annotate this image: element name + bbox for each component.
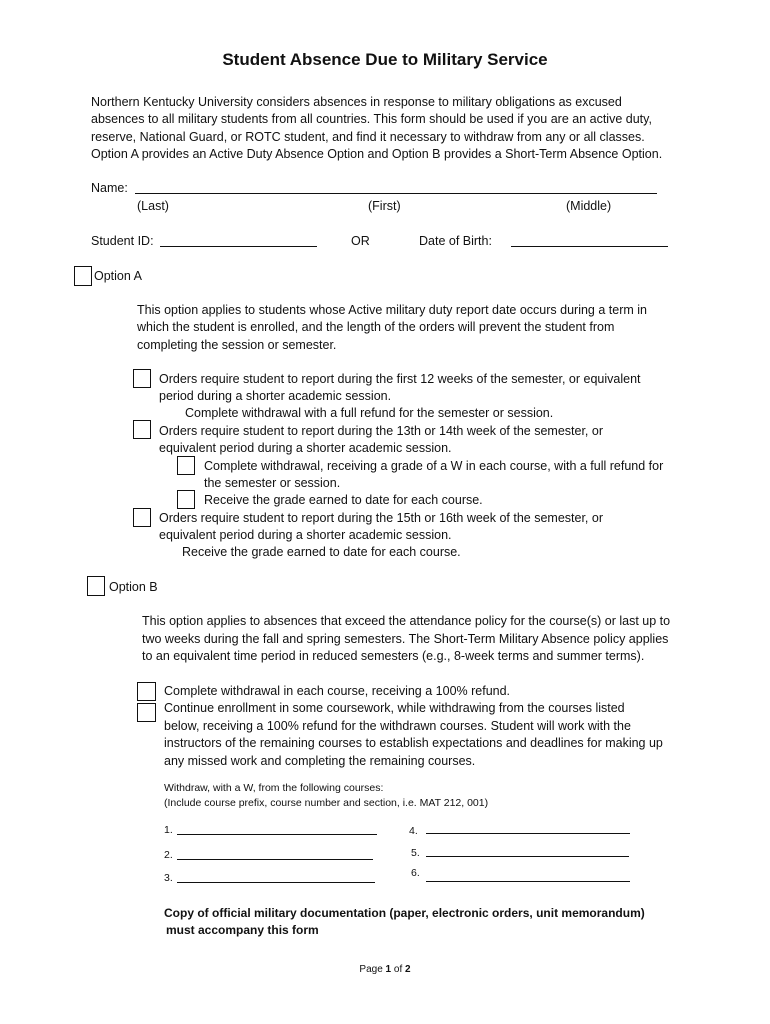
option-a-choice-2-sub-2-label: Receive the grade earned to date for each course. bbox=[204, 493, 483, 507]
option-b-desc-line-2: two weeks during the fall and spring semesters. The Short-Term Military Absence policy applies bbox=[142, 632, 669, 646]
option-a-choice-2-sub-1-checkbox[interactable] bbox=[177, 456, 195, 475]
option-a-choice-3-checkbox[interactable] bbox=[133, 508, 151, 527]
option-a-choice-3-result: Receive the grade earned to date for each course. bbox=[182, 545, 461, 559]
course-2-label: 2. bbox=[164, 849, 173, 861]
intro-line-1: Northern Kentucky University considers absences in response to military obligations as excused bbox=[91, 95, 622, 109]
documentation-note-line-2: must accompany this form bbox=[166, 923, 319, 937]
name-first-caption: (First) bbox=[368, 199, 401, 213]
option-a-choice-2-sub-1-line-1: Complete withdrawal, receiving a grade of a W in each course, with a full refund for bbox=[204, 459, 664, 473]
page-prefix: Page bbox=[359, 964, 386, 975]
page-number bbox=[0, 964, 770, 975]
name-last-caption: (Last) bbox=[137, 199, 169, 213]
intro-line-2: absences to all military students from all countries. This form should be used if you are an active duty, bbox=[91, 112, 652, 126]
option-a-choice-3-line-1: Orders require student to report during the 15th or 16th week of the semester, or bbox=[159, 511, 603, 525]
course-6-label: 6. bbox=[411, 867, 420, 879]
option-b-desc-line-3: to an equivalent time period in reduced semesters (e.g., 8-week terms and summer terms). bbox=[142, 649, 645, 663]
course-4-label: 4. bbox=[409, 825, 418, 837]
or-label: OR bbox=[351, 234, 370, 248]
option-a-choice-1-line-1: Orders require student to report during the first 12 weeks of the semester, or equivalent bbox=[159, 372, 641, 386]
course-5-label: 5. bbox=[411, 847, 420, 859]
option-a-label: Option A bbox=[94, 269, 142, 283]
option-a-choice-2-line-2: equivalent period during a shorter academic session. bbox=[159, 441, 452, 455]
name-label: Name: bbox=[91, 181, 128, 195]
course-2-field[interactable] bbox=[177, 859, 373, 860]
option-a-desc-line-2: which the student is enrolled, and the length of the orders will prevent the student from bbox=[137, 320, 615, 334]
option-a-desc-line-3: completing the session or semester. bbox=[137, 338, 337, 352]
option-b-choice-1-checkbox[interactable] bbox=[137, 682, 156, 701]
option-b-choice-2-line-1: Continue enrollment in some coursework, while withdrawing from the courses listed bbox=[164, 701, 625, 715]
option-a-choice-1-checkbox[interactable] bbox=[133, 369, 151, 388]
page-current: 1 bbox=[385, 964, 392, 975]
course-6-field[interactable] bbox=[426, 881, 630, 882]
course-4-field[interactable] bbox=[426, 833, 630, 834]
course-3-field[interactable] bbox=[177, 882, 375, 883]
option-a-choice-1-result: Complete withdrawal with a full refund for the semester or session. bbox=[185, 406, 554, 420]
option-b-choice-2-line-3: instructors of the remaining courses to establish expectations and deadlines for making up bbox=[164, 736, 663, 750]
course-3-label: 3. bbox=[164, 872, 173, 884]
page-of: of bbox=[391, 964, 406, 975]
course-5-field[interactable] bbox=[426, 856, 629, 857]
student-id-label: Student ID: bbox=[91, 234, 154, 248]
option-b-choice-2-line-2: below, receiving a 100% refund for the withdrawn courses. Student will work with the bbox=[164, 719, 631, 733]
option-a-choice-2-sub-2-checkbox[interactable] bbox=[177, 490, 195, 509]
intro-line-3: reserve, National Guard, or ROTC student, and find it necessary to withdraw from any or all classes. bbox=[91, 130, 645, 144]
option-b-desc-line-1: This option applies to absences that exceed the attendance policy for the course(s) or last up to bbox=[142, 614, 671, 628]
option-b-choice-2-line-4: any missed work and completing the remaining courses. bbox=[164, 754, 476, 768]
dob-field[interactable] bbox=[511, 246, 668, 247]
withdraw-instructions-line-1: Withdraw, with a W, from the following courses: bbox=[164, 782, 384, 794]
option-a-choice-2-line-1: Orders require student to report during the 13th or 14th week of the semester, or bbox=[159, 424, 603, 438]
option-b-choice-2-checkbox[interactable] bbox=[137, 703, 156, 722]
dob-label: Date of Birth: bbox=[419, 234, 492, 248]
option-a-choice-2-checkbox[interactable] bbox=[133, 420, 151, 439]
option-a-choice-1-line-2: period during a shorter academic session. bbox=[159, 389, 392, 403]
documentation-note-line-1: Copy of official military documentation (paper, electronic orders, unit memorandum) bbox=[164, 906, 645, 920]
option-b-checkbox[interactable] bbox=[87, 576, 105, 596]
option-a-desc-line-1: This option applies to students whose Active military duty report date occurs during a term in bbox=[137, 303, 647, 317]
course-1-field[interactable] bbox=[177, 834, 377, 835]
option-a-choice-2-sub-1-line-2: the semester or session. bbox=[204, 476, 341, 490]
option-b-choice-1-label: Complete withdrawal in each course, receiving a 100% refund. bbox=[164, 684, 511, 698]
page-total: 2 bbox=[405, 964, 411, 975]
student-id-field[interactable] bbox=[160, 246, 317, 247]
option-b-label: Option B bbox=[109, 580, 158, 594]
name-field[interactable] bbox=[135, 193, 657, 194]
option-a-checkbox[interactable] bbox=[74, 266, 92, 286]
intro-line-4: Option A provides an Active Duty Absence Option and Option B provides a Short-Term Absence Option. bbox=[91, 147, 663, 161]
option-a-choice-3-line-2: equivalent period during a shorter academic session. bbox=[159, 528, 452, 542]
withdraw-instructions-line-2: (Include course prefix, course number and section, i.e. MAT 212, 001) bbox=[164, 797, 489, 809]
page-title: Student Absence Due to Military Service bbox=[222, 50, 548, 69]
course-1-label: 1. bbox=[164, 824, 173, 836]
name-middle-caption: (Middle) bbox=[566, 199, 612, 213]
